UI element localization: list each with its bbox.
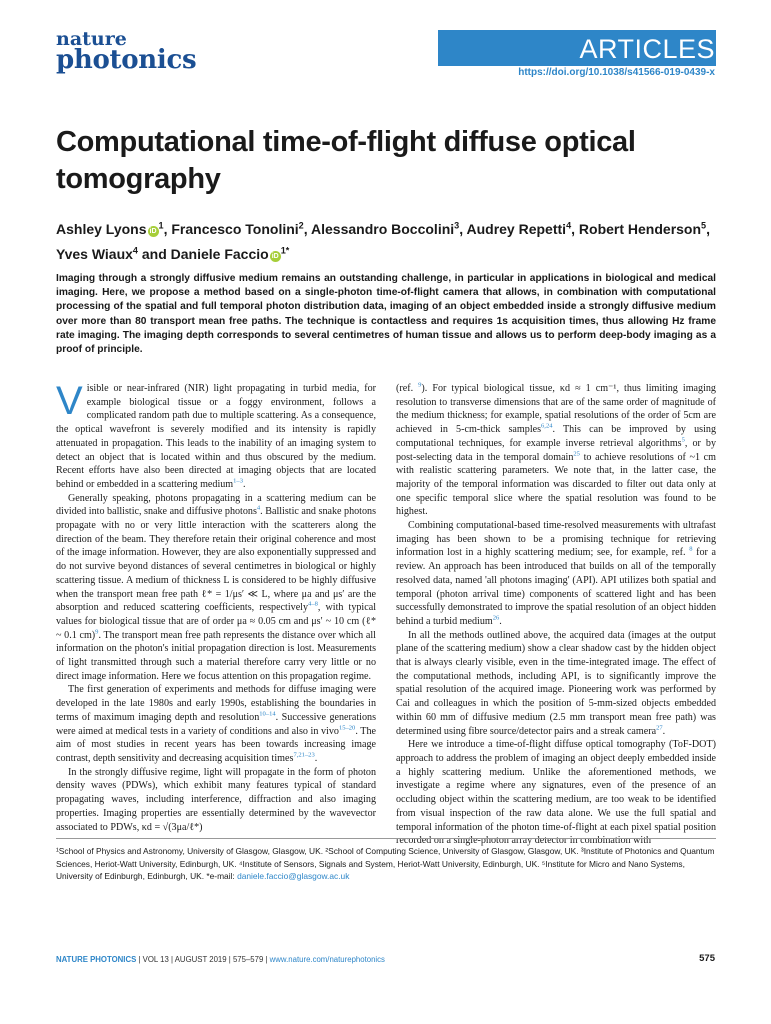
- author: Audrey Repetti$^4$: [466, 220, 572, 237]
- paragraph: Visible or near-infrared (NIR) light propagating in turbid media, for example biological tissue or a foggy environment, follows a complicated random path due to multiple scattering. As a consequence, the optical wavefront is severely modified and its intensity is rapidly attenuated in propagation. This leads to the inability of an imaging system to detect an object that is located within and thus obscured by the medium. Recent efforts have also been directed at imaging objects that are located behind or embedded in a scattering medium$^{1-3}$.: [56, 379, 376, 490]
- author: Yves Wiaux$^4$: [56, 245, 138, 262]
- logo-line-photonics: photonics: [56, 45, 197, 75]
- author: Daniele Faccio $iD^{1*}$: [170, 245, 290, 262]
- page-number: 575: [699, 953, 715, 964]
- section-label: ARTICLES: [579, 34, 715, 64]
- abstract: Imaging through a strongly diffusive medium remains an outstanding challenge, in particular in applications in biological and medical imaging. Here, we propose a method based on a single-photon time-of-flight camera that allows, in combination with computational processing of the spatial and full temporal photon distribution data, imaging of an object embedded inside a strongly diffusive medium over more than 80 transport mean free paths. The technique is contactless and requires 1s acquisition times, thus allowing Hz frame rate imaging. The imaging depth corresponds to several centimetres of human tissue and allows us to perform deep-body imaging as a proof of principle.: [56, 273, 716, 356]
- author-list: Ashley Lyons $iD^1$, Francesco Tonolini$^2$, Alessandro Boccolini$^3$, Audrey Repetti$^4$, Robert Henderson$^5$, Yves Wiaux$^4$ and Daniele Faccio $iD^{1*}$: [56, 220, 710, 262]
- paragraph: In the strongly diffusive regime, light will propagate in the form of photon density waves (PDWs), which exhibit many features typical of standard propagating waves, including interference, diffraction and also imaging properties. Imaging properties are essentially determined by the wavevector associated to PDWs, κd = √(3μa/ℓ*): [56, 766, 376, 833]
- footer-details: | VOL 13 | AUGUST 2019 | 575–579 |: [136, 955, 270, 964]
- paragraph: (ref. $^9$). For typical biological tissue, κd ≈ 1 cm⁻¹, thus limiting imaging resolution to transverse dimensions that are of the same order of magnitude of the medium thickness; for example, spatial resolutions of the order of 5cm are achieved in 5-cm-thick samples$^{6,24}$. This can be improved by using computational techniques, for example inverse retrieval algorithms$^5$, or by post-selecting data in the temporal domain$^{25}$ to achieve resolutions of ~1 cm with realistic scattering parameters. We note that, in the latter case, the majority of the temporal information was discarded to filter out data only at one specific temporal slice where the spatial resolution was found to be highest.: [396, 381, 716, 518]
- footer-url[interactable]: www.nature.com/naturephotonics: [269, 955, 385, 964]
- author: Francesco Tonolini$^2$: [171, 220, 304, 237]
- footnote-divider: [56, 838, 716, 839]
- paragraph: Generally speaking, photons propagating in a scattering medium can be divided into ballistic, snake and diffusive photons$^4$. Ballistic and snake photons propagate with no or very little interaction with the scatterers along the direction of the beam. They therefore retain their original coherence and most of the image information. However, they are also exponentially suppressed and do not survive beyond distances of several centimetres in biological or highly scattering tissue. A medium of thickness L is considered to be highly diffusive when the transport mean free path ℓ* = 1/μs′ ≪ L, where μa and μs′ are the absorption and reduced scattering coefficients, respectively$^{4-8}$, with typical values for biological tissue that are of order μa ≈ 0.05 cm and μs′ ~ 10 cm (ℓ* ~ 0.1 cm)$^9$. The transport mean free path represents the distance over which all information on the photon's initial propagation direction is lost. Measurements of light transmitted through such a material therefore carry very little or no direct image information. Here we focus attention on this propagation regime.: [56, 492, 377, 682]
- paragraph: In all the methods outlined above, the acquired data (images at the output plane of the scattering medium) show a clear shadow cast by the hidden object that is always clearly visible, even in the time-integrated image. The effect of the computational methods, including API, is to significantly improve the spatial resolution of the acquired image. Pioneering work was performed by Cai and colleagues in which the position of 5-mm-sized objects embedded within 60 mm of diffusive medium (2.5 mm transport mean free path) was determined using fibre source/detector pairs and a streak camera$^{27}$.: [396, 629, 716, 737]
- author: Robert Henderson$^5$: [578, 220, 707, 237]
- article-title: Computational time-of-flight diffuse optical tomography: [56, 126, 636, 195]
- affiliations: ¹School of Physics and Astronomy, University of Glasgow, Glasgow, UK. ²School of Computing Science, University of Glasgow, Glasgow, UK. ³Institute of Photonics and Quantum Sciences, Heriot-Watt University, Edinburgh, UK. ⁴Institute of Sensors, Signals and System, Heriot-Watt University, Edinburgh, UK. ⁵Institute for Micro and Nano Systems, University of Edinburgh, Edinburgh, UK. *e-mail: daniele.faccio@glasgow.ac.uk: [56, 846, 715, 881]
- paragraph: The first generation of experiments and methods for diffuse imaging were developed in the late 1980s and early 1990s, establishing the boundaries in terms of maximum imaging depth and resolution$^{10-14}$. Successive generations were aimed at medical tests in a variety of conditions and also in vivo$^{15-20}$. The aim of most studies in recent years has been towards increasing image contrast, depth sensitivity and decreasing acquisition times$^{7,21-23}$.: [56, 684, 376, 764]
- footer-journal: NATURE PHOTONICS: [56, 955, 137, 964]
- orcid-icon[interactable]: iD: [149, 228, 157, 235]
- author: Ashley Lyons $iD^1$: [56, 220, 164, 237]
- orcid-icon[interactable]: iD: [271, 253, 279, 260]
- body-column-left: [56, 379, 377, 834]
- logo-line-nature: nature: [56, 28, 127, 50]
- paragraph: Here we introduce a time-of-flight diffuse optical tomography (ToF-DOT) approach to address the problem of imaging an object deeply embedded inside a highly scattering medium. Unlike the aforementioned methods, we investigate a regime where any signatures, even of the presence of an occluding object within the scattering medium, are too weak to be identified from visual inspection of the raw data alone. We use the full spatial and temporal information of the photon time-of-flight at each pixel spatial position recorded on a single-photon array detector in combination with: [396, 739, 716, 847]
- drop-cap: V: [56, 379, 83, 423]
- doi-link[interactable]: https://doi.org/10.1038/s41566-019-0439-x: [518, 67, 715, 78]
- journal-logo: [56, 30, 196, 73]
- paragraph: Combining computational-based time-resolved measurements with ultrafast imaging has been shown to be a promising technique for retrieving information lost in a highly scattering medium; see, for example, ref. $^8$ for a review. An approach has been introduced that builds on all of the temporally resolved data, named 'all photons imaging' (API). API utilizes both spatial and temporal (photon arrival time) components of scattered light and has been successfully demonstrated to improve the spatial resolution of an object hidden behind a turbid medium$^{26}$.: [396, 520, 717, 627]
- author: Alessandro Boccolini$^3$: [311, 220, 460, 237]
- body-column-right: [396, 382, 716, 848]
- email-link[interactable]: daniele.faccio@glasgow.ac.uk: [237, 871, 350, 881]
- page-footer: [56, 955, 385, 964]
